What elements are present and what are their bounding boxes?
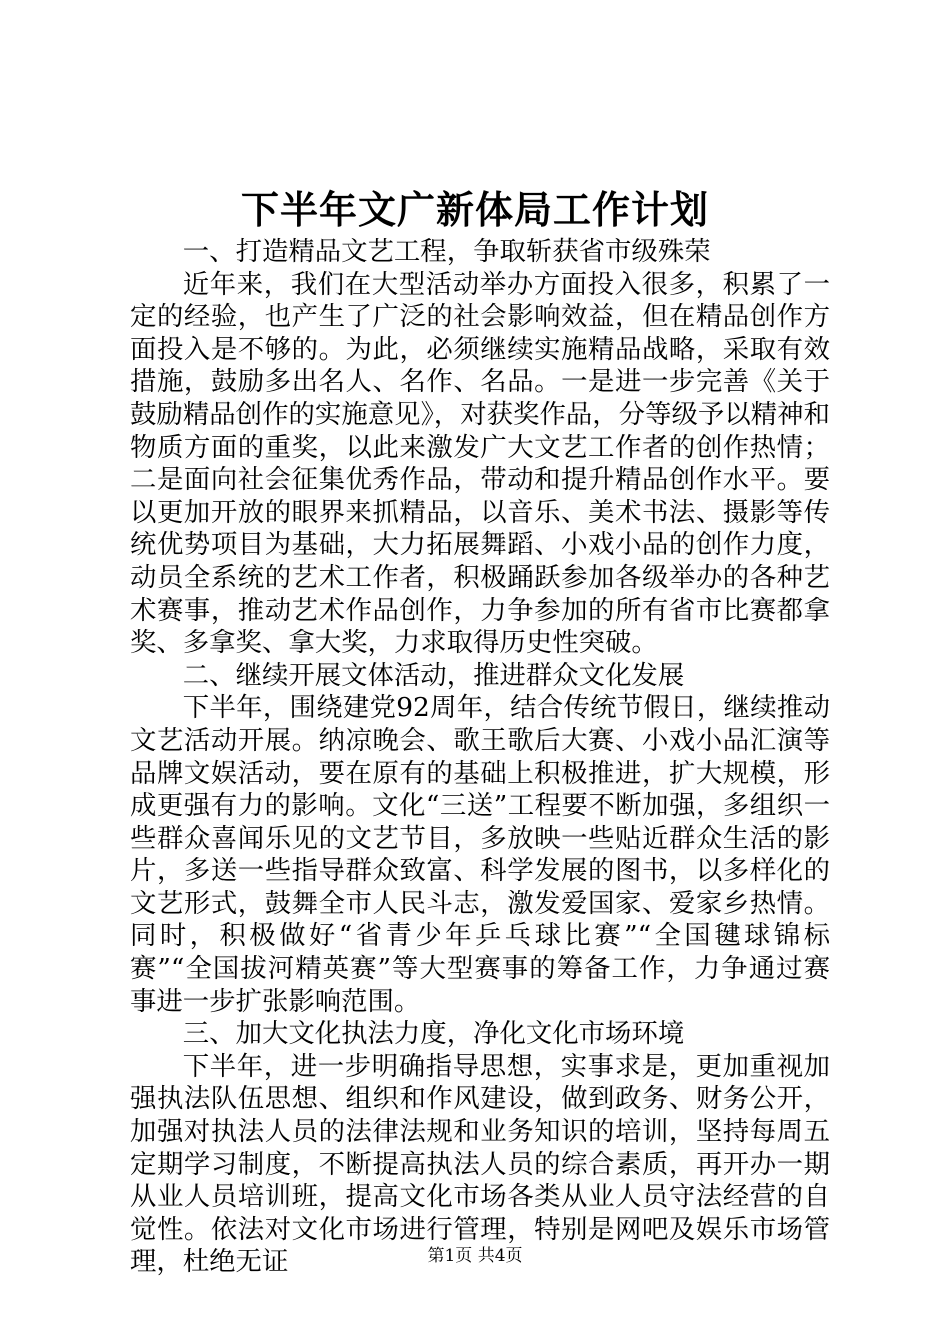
- section-heading-3: 三、加大文化执法力度，净化文化市场环境: [182, 1018, 685, 1050]
- section-paragraph-1: 近年来，我们在大型活动举办方面投入很多，积累了一定的经验，也产生了广泛的社会影响效益，但在精品创作方面投入是不够的。为此，必须继续实施精品战略，采取有效措施，鼓励多出名人、名作、名品。一是进一步完善《关于鼓励精品创作的实施意见》，对获奖作品，分等级予以精神和物质方面的重奖，以此来激发广大文艺工作者的创作热情；二是面向社会征集优秀作品，带动和提升精品创作水平。要以更加开放的眼界来抓精品，以音乐、美术书法、摄影等传统优势项目为基础，大力拓展舞蹈、小戏小品的创作力度，动员全系统的艺术工作者，积极踊跃参加各级举办的各种艺术赛事，推动艺术作品创作，力争参加的所有省市比赛都拿奖、多拿奖、拿大奖，力求取得历史性突破。: [130, 268, 830, 659]
- document-title: 下半年文广新体局工作计划: [240, 187, 709, 232]
- section-paragraph-2: 下半年，围绕建党92周年，结合传统节假日，继续推动文艺活动开展。纳凉晚会、歌王歌后大赛、小戏小品汇演等品牌文娱活动，要在原有的基础上积极推进，扩大规模，形成更强有力的影响。文化“三送”工程要不断加强，多组织一些群众喜闻乐见的文艺节目，多放映一些贴近群众生活的影片，多送一些指导群众致富、科学发展的图书，以多样化的文艺形式，鼓舞全市人民斗志，激发爱国家、爱家乡热情。同时，积极做好“省青少年乒乓球比赛”“全国毽球锦标赛”“全国拔河精英赛”等大型赛事的筹备工作，力争通过赛事进一步扩张影响范围。: [130, 692, 830, 1017]
- section-heading-1: 一、打造精品文艺工程，争取斩获省市级殊荣: [182, 236, 711, 267]
- section-heading-2: 二、继续开展文体活动，推进群众文化发展: [182, 659, 685, 691]
- section-paragraph-3: 下半年，进一步明确指导思想，实事求是，更加重视加强执法队伍思想、组织和作风建设，做到政务、财务公开，加强对执法人员的法律法规和业务知识的培训，坚持每周五定期学习制度，不断提高执法人员的综合素质，再开办一期从业人员培训班，提高文化市场各类从业人员守法经营的自觉性。依法对文化市场进行管理，特别是网吧及娱乐市场管理，杜绝无证: [130, 1050, 830, 1278]
- document-body: [130, 236, 830, 1279]
- page-number-footer: 第1页 共4页: [427, 1246, 523, 1266]
